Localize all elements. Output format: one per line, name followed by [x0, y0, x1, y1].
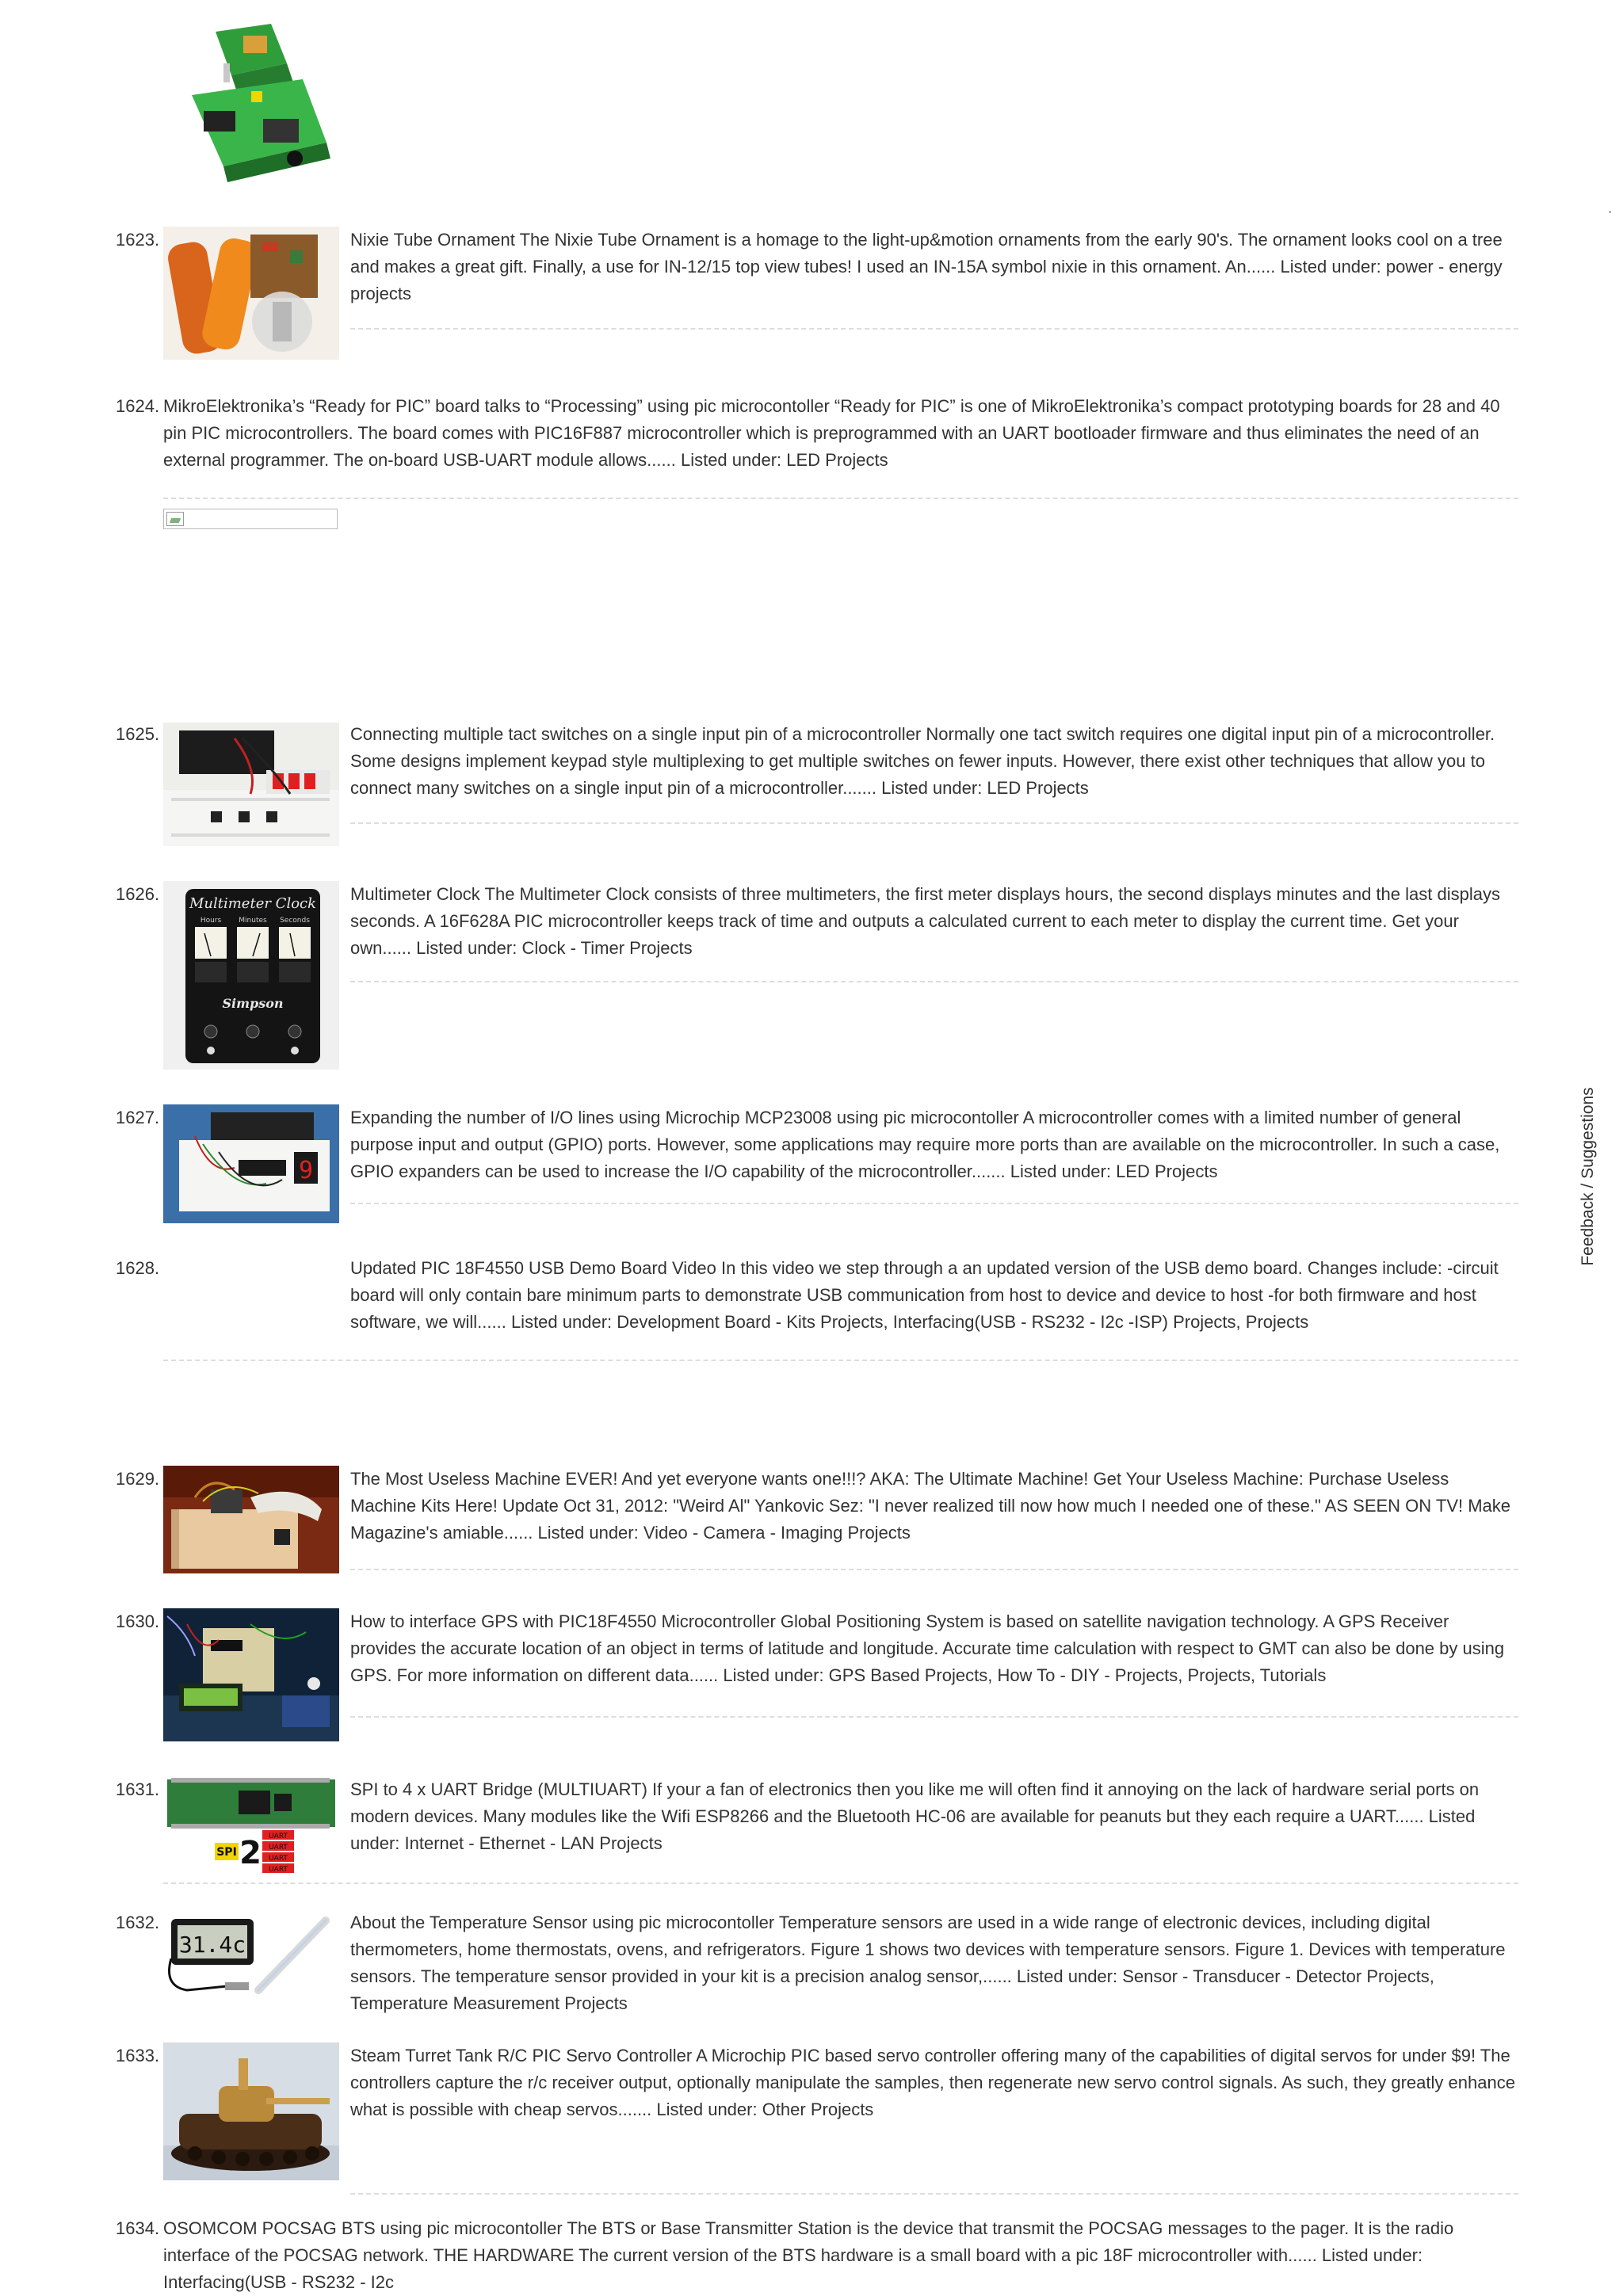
seven-segment-digit: 9: [298, 1157, 314, 1184]
item-number: 1629.: [116, 1469, 160, 1489]
item-separator: [350, 822, 1518, 824]
item-number: 1631.: [116, 1779, 160, 1799]
item-separator: [350, 2193, 1518, 2195]
item-separator: [350, 1569, 1518, 1570]
item-number: 1633.: [116, 2046, 160, 2065]
item-separator: [350, 328, 1518, 330]
item-separator: [163, 498, 1518, 499]
item-description: The Most Useless Machine EVER! And yet everyone wants one!!!? AKA: The Ultimate Machine! Get Your Useless Machine: Purchase Useless Machine Kits Here! Update Oct 31, 2012: "Weird Al" Yankovic Sez: "I never realized till now how much I needed one of these." AS SEEN ON TV! Make Magazine's amiable...... Listed under: Video - Camera - Imaging Projects: [350, 1469, 1511, 1543]
uart-label: UART: [269, 1855, 288, 1863]
item-description: OSOMCOM POCSAG BTS using pic microcontoller The BTS or Base Transmitter Station is the device that transmit the POCSAG messages to the pager. It is the radio interface of the POCSAG network. THE HARDWARE The current version of the BTS hardware is a small board with a pic 18F microcontroller with...... Listed under: Interfacing(USB - RS232 - I2c: [163, 2218, 1454, 2292]
uart-label: UART: [269, 1844, 288, 1852]
thermometer-image[interactable]: [163, 1911, 339, 2000]
thermometer-reading: 31.4c: [178, 1932, 246, 1958]
item-description: Updated PIC 18F4550 USB Demo Board Video In this video we step through a an updated version of the USB demo board. Changes include: -circuit board will only contain bare minimum parts to demonstrate USB communication from host to device and device to host -for both firmware and host software, we will...... Listed under: Development Board - Kits Projects, Interfacing(USB - RS232 - I2c -ISP) Projects, Projects: [350, 1258, 1499, 1332]
item-number: 1624.: [116, 396, 160, 416]
broken-image[interactable]: [163, 509, 338, 529]
broken-image-icon: [166, 512, 184, 526]
item-description: Nixie Tube Ornament The Nixie Tube Ornament is a homage to the light-up&motion ornaments from the early 90's. The ornament looks cool on a tree and makes a great gift. Finally, a use for IN-12/15 top view tubes! I used an IN-15A symbol nixie in this ornament. An...... Listed under: power - energy projects: [350, 230, 1503, 303]
brand-label: Simpson: [222, 996, 284, 1011]
item-description: MikroElektronika’s “Ready for PIC” board talks to “Processing” using pic microcontoller “Ready for PIC” is one of MikroElektronika’s compact prototyping boards for 28 and 40 pin PIC microcontrollers. The board comes with PIC16F887 microcontroller which is preprogrammed with an UART bootloader firmware and thus eliminates the need of an external programmer. The on-board USB-UART module allows...... Listed under: LED Projects: [163, 396, 1500, 470]
feedback-tab-label: Feedback / Suggestions: [1579, 1087, 1597, 1266]
item-description: Expanding the number of I/O lines using Microchip MCP23008 using pic microcontoller A microcontroller comes with a limited number of general purpose input and output (GPIO) ports. However, some applications may require more ports than are available on the microcontroller. In such a case, GPIO expanders can be used to increase the I/O capability of the microcontroller....... Listed under: LED Projects: [350, 1108, 1500, 1181]
meter-label-seconds: Seconds: [280, 917, 310, 925]
item-description: Steam Turret Tank R/C PIC Servo Controller A Microchip PIC based servo controller offering many of the capabilities of digital servos for under $9! The controllers capture the r/c receiver output, optionally manipulate the samples, then regenerate new servo control signals. As such, they greatly enhance what is possible with cheap servos....... Listed under: Other Projects: [350, 2046, 1515, 2119]
item-description: Connecting multiple tact switches on a single input pin of a microcontroller Normally one tact switch requires one digital input pin of a microcontroller. Some designs implement keypad style multiplexing to get multiple switches on fewer inputs. However, there exist other techniques that allow you to connect many switches on a single input pin of a microcontroller....... Listed under: LED Projects: [350, 724, 1495, 798]
item-separator: [350, 981, 1518, 982]
clock-title-label: Multimeter Clock: [189, 895, 317, 912]
item-description: About the Temperature Sensor using pic microcontoller Temperature sensors are used in a wide range of electronic devices, including digital thermometers, home thermostats, ovens, and refrigerators. Figure 1 shows two devices with temperature sensors. Figure 1. Devices with temperature sensors. The temperature sensor provided in your kit is a precision analog sensor,...... Listed under: Sensor - Transducer - Detector Projects, Temperature Measurement Projects: [350, 1913, 1506, 2013]
item-description: How to interface GPS with PIC18F4550 Microcontroller Global Positioning System is based on satellite navigation technology. A GPS Receiver provides the accurate location of an object in terms of latitude and longitude. Accurate time calculation with respect to GMT can also be done by using GPS. For more information on different data...... Listed under: GPS Based Projects, How To - DIY - Projects, Projects, Tutorials: [350, 1611, 1505, 1685]
feedback-suggestions-tab[interactable]: [1574, 1085, 1602, 1268]
nixie-ornament-image[interactable]: [163, 227, 339, 360]
page-dot: [1609, 211, 1611, 213]
multimeter-clock-image[interactable]: [163, 881, 339, 1070]
meter-label-hours: Hours: [200, 917, 222, 925]
item-number: 1627.: [116, 1108, 160, 1127]
uart-label: UART: [269, 1866, 288, 1874]
item-separator: [350, 1203, 1518, 1204]
item-number: 1623.: [116, 230, 160, 250]
uart-label: UART: [269, 1833, 288, 1840]
spi-label: SPI: [216, 1846, 237, 1859]
gps-board-image[interactable]: [163, 1608, 339, 1741]
tact-switch-image[interactable]: [163, 723, 339, 846]
item-number: 1626.: [116, 884, 160, 904]
useless-machine-image[interactable]: [163, 1466, 339, 1573]
item-number: 1625.: [116, 724, 160, 744]
item-number: 1634.: [116, 2218, 160, 2238]
item-number: 1630.: [116, 1611, 160, 1631]
gpio-expander-image[interactable]: [163, 1104, 339, 1223]
bridge-digit: 2: [239, 1835, 262, 1871]
gsm-board-image[interactable]: [176, 16, 342, 192]
item-number: 1632.: [116, 1913, 160, 1932]
item-separator: [163, 1360, 1518, 1361]
steam-tank-image[interactable]: [163, 2042, 339, 2180]
item-description: SPI to 4 x UART Bridge (MULTIUART) If your a fan of electronics then you like me will often find it annoying on the lack of hardware serial ports on modern devices. Many modules like the Wifi ESP8266 and the Bluetooth HC-06 are available for peanuts but they each require a UART...... Listed under: Internet - Ethernet - LAN Projects: [350, 1779, 1480, 1853]
item-separator: [163, 1882, 1518, 1884]
item-number: 1628.: [116, 1258, 160, 1278]
item-separator: [350, 1716, 1518, 1718]
meter-label-minutes: Minutes: [239, 917, 267, 925]
item-description: Multimeter Clock The Multimeter Clock consists of three multimeters, the first meter displays hours, the second displays minutes and the last displays seconds. A 16F628A PIC microcontroller keeps track of time and outputs a calculated current to each meter to display the current time. Get your own...... Listed under: Clock - Timer Projects: [350, 884, 1500, 958]
multiuart-image[interactable]: [163, 1776, 339, 1875]
